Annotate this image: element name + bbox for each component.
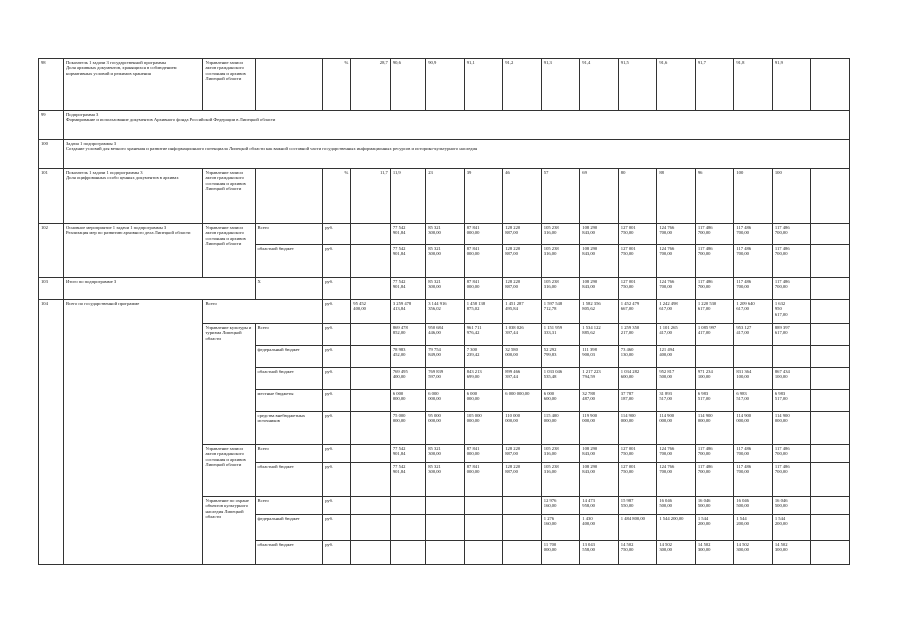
- table-row: [39, 140, 850, 169]
- value-cell: 57: [541, 169, 580, 224]
- value-cell: 117 486 700,00: [695, 463, 734, 497]
- value-cell: 117 486 700,00: [695, 278, 734, 300]
- value-cell: 13 043 558,00: [580, 541, 619, 565]
- value-cell: 90,6: [390, 59, 425, 111]
- value-cell: 28,7: [351, 59, 391, 111]
- value-cell: 117 486 700,00: [695, 224, 734, 245]
- row-number: 101: [39, 169, 64, 224]
- value-cell: [390, 497, 425, 515]
- table-row: [39, 300, 850, 324]
- unit: руб.: [323, 324, 351, 346]
- indicator-name: Показатель 1 задачи 3 государственной программы Доля архивных документов, хранящихся в соблюдением нормативных условий и режимов хранения: [63, 59, 203, 111]
- value-cell: 114 900 000,00: [772, 412, 811, 445]
- value-cell: 80: [618, 169, 657, 224]
- executor: Управление по охране объектов культурного наследия Липецкой области: [203, 497, 255, 565]
- value-cell: 77 542 901,84: [390, 463, 425, 497]
- value-cell: 127 001 750,00: [618, 224, 657, 245]
- value-cell: [426, 541, 465, 565]
- value-cell: 77 542 901,84: [390, 245, 425, 278]
- value-cell: 32 788 487,00: [580, 390, 619, 412]
- value-cell: [390, 541, 425, 565]
- value-cell: 127 001 750,00: [618, 278, 657, 300]
- value-cell: 119 900 000,00: [580, 412, 619, 445]
- value-cell: 87 841 000,00: [464, 245, 503, 278]
- value-cell: 127 001 750,00: [618, 245, 657, 278]
- value-cell: 108 290 843,00: [580, 224, 619, 245]
- value-cell: 117 486 700,00: [695, 445, 734, 463]
- value-cell: 16 046 500,00: [657, 497, 696, 515]
- value-cell: 114 900 000,00: [657, 412, 696, 445]
- value-cell: 37 787 187,00: [618, 390, 657, 412]
- funding-source: Всего: [255, 324, 323, 346]
- value-cell: 91,2: [503, 59, 542, 111]
- value-cell: 117 486 700,00: [734, 278, 773, 300]
- value-cell: 16 046 500,00: [772, 497, 811, 515]
- value-cell: 23: [426, 169, 465, 224]
- unit: руб.: [323, 412, 351, 445]
- value-cell: 1 430 400,00: [580, 515, 619, 541]
- value-cell: 1 597 548 712,78: [541, 300, 580, 324]
- value-cell: 1 038 026 397,44: [503, 324, 542, 346]
- value-cell: 100: [772, 169, 811, 224]
- value-cell: 91,5: [618, 59, 657, 111]
- value-cell: 77 542 901,84: [390, 278, 425, 300]
- value-cell: 91,4: [580, 59, 619, 111]
- value-cell: 1 544 200,00: [695, 515, 734, 541]
- value-cell: 1 458 138 875,02: [464, 300, 503, 324]
- executor: Управление записи актов гражданского состояния и архивов Липецкой области: [203, 445, 255, 497]
- value-cell: 91,8: [734, 59, 773, 111]
- value-cell: 11,9: [390, 169, 425, 224]
- value-cell: 77 542 901,84: [390, 224, 425, 245]
- value-cell: 1 209 640 617,00: [734, 300, 773, 324]
- unit: руб.: [323, 445, 351, 463]
- value-cell: 85 321 300,00: [426, 224, 465, 245]
- value-cell: [695, 346, 734, 368]
- value-cell: 105 238 316,00: [541, 463, 580, 497]
- value-cell: 899 466 397,44: [503, 368, 542, 390]
- value-cell: 100: [734, 169, 773, 224]
- value-cell: 75 000 000,00: [390, 412, 425, 445]
- value-cell: 1 544 200,00: [657, 515, 696, 541]
- value-cell: 6 000 600,00: [541, 390, 580, 412]
- value-cell: 87 841 000,00: [464, 278, 503, 300]
- value-cell: 90,9: [426, 59, 465, 111]
- value-cell: 117 486 700,00: [772, 463, 811, 497]
- unit: руб.: [323, 463, 351, 497]
- value-cell: 1 632 950 617,00: [772, 300, 811, 324]
- table-row: [39, 111, 850, 140]
- total-label: Итого по подпрограмме 3: [63, 278, 255, 300]
- unit: руб.: [323, 245, 351, 278]
- value-cell: 39: [464, 169, 503, 224]
- value-cell: 32 580 000,00: [503, 346, 542, 368]
- value-cell: 1 259 350 217,00: [618, 324, 657, 346]
- value-cell: 91,3: [541, 59, 580, 111]
- row-number: 100: [39, 140, 64, 169]
- value-cell: 6 000 000,00: [390, 390, 425, 412]
- value-cell: 15 987 550,00: [618, 497, 657, 515]
- funding-source: областной бюджет: [255, 463, 323, 497]
- value-cell: 87 841 000,00: [464, 224, 503, 245]
- value-cell: 96: [695, 169, 734, 224]
- value-cell: 769 495 400,00: [390, 368, 425, 390]
- value-cell: 128 220 887,00: [503, 245, 542, 278]
- value-cell: 87 841 000,00: [464, 445, 503, 463]
- value-cell: 69: [580, 169, 619, 224]
- value-cell: 73 460 130,00: [618, 346, 657, 368]
- table-row: [39, 169, 850, 224]
- funding-source: областной бюджет: [255, 368, 323, 390]
- executor: Управление культуры и туризма Липецкой области: [203, 324, 255, 445]
- value-cell: 961 711 976,42: [464, 324, 503, 346]
- value-cell: 85 321 300,00: [426, 445, 465, 463]
- value-cell: 128 220 887,00: [503, 224, 542, 245]
- value-cell: 110 000 000,00: [503, 412, 542, 445]
- value-cell: 117 486 700,00: [772, 445, 811, 463]
- funding-source: федеральный бюджет: [255, 346, 323, 368]
- total-label: Всего по государственной программе: [63, 300, 203, 565]
- row-number: 104: [39, 300, 64, 565]
- program-table: [38, 58, 850, 565]
- executor: Управление записи актов гражданского состояния и архивов Липецкой области: [203, 169, 255, 224]
- unit: руб.: [323, 390, 351, 412]
- row-number: 99: [39, 111, 64, 140]
- value-cell: 971 234 100,00: [695, 368, 734, 390]
- value-cell: 88: [657, 169, 696, 224]
- funding-source: местные бюджеты: [255, 390, 323, 412]
- value-cell: 117 486 700,00: [734, 245, 773, 278]
- value-cell: 7 300 239,42: [464, 346, 503, 368]
- value-cell: [503, 541, 542, 565]
- funding-source: Всего: [203, 300, 323, 324]
- value-cell: 14 473 958,00: [580, 497, 619, 515]
- value-cell: 1 544 200,00: [772, 515, 811, 541]
- value-cell: 124 766 700,00: [657, 463, 696, 497]
- value-cell: 117 486 700,00: [772, 278, 811, 300]
- value-cell: 6 000 000,00: [426, 390, 465, 412]
- value-cell: 1 452 479 667,00: [618, 300, 657, 324]
- value-cell: 46: [503, 169, 542, 224]
- unit: руб.: [323, 278, 351, 300]
- value-cell: 1 534 122 885,62: [580, 324, 619, 346]
- value-cell: [426, 497, 465, 515]
- value-cell: 1 217 223 794,59: [580, 368, 619, 390]
- value-cell: 91,6: [657, 59, 696, 111]
- value-cell: [503, 515, 542, 541]
- value-cell: 124 766 700,00: [657, 278, 696, 300]
- value-cell: 108 290 843,00: [580, 463, 619, 497]
- value-cell: 869 478 852,00: [390, 324, 425, 346]
- unit: руб.: [323, 224, 351, 245]
- value-cell: 11,7: [351, 169, 391, 224]
- value-cell: 1 544 200,00: [734, 515, 773, 541]
- value-cell: 14 502 300,00: [772, 541, 811, 565]
- value-cell: 16 046 500,00: [695, 497, 734, 515]
- value-cell: 1 220 530 617,00: [695, 300, 734, 324]
- row-number: 102: [39, 224, 64, 278]
- funding-source: Х: [255, 278, 323, 300]
- value-cell: 843 213 699,00: [464, 368, 503, 390]
- value-cell: 85 321 300,00: [426, 278, 465, 300]
- value-cell: 114 900 000,00: [618, 412, 657, 445]
- unit: руб.: [323, 541, 351, 565]
- value-cell: 1 242 498 617,00: [657, 300, 696, 324]
- value-cell: 78 983 452,00: [390, 346, 425, 368]
- value-cell: 3 144 916 356,02: [426, 300, 465, 324]
- value-cell: 950 684 446,00: [426, 324, 465, 346]
- unit: руб.: [323, 346, 351, 368]
- value-cell: 1 151 959 333,31: [541, 324, 580, 346]
- value-cell: 14 502 300,00: [695, 541, 734, 565]
- value-cell: 831 364 100,00: [734, 368, 773, 390]
- value-cell: 117 486 700,00: [734, 224, 773, 245]
- row-number: 98: [39, 59, 64, 111]
- value-cell: 952 817 500,00: [657, 368, 696, 390]
- value-cell: 6 983 517,00: [695, 390, 734, 412]
- value-cell: 769 839 597,00: [426, 368, 465, 390]
- executor: Управление записи актов гражданского состояния и архивов Липецкой области: [203, 224, 255, 278]
- value-cell: 117 486 700,00: [695, 245, 734, 278]
- value-cell: [464, 541, 503, 565]
- funding-source: областной бюджет: [255, 541, 323, 565]
- value-cell: 115 400 000,00: [541, 412, 580, 445]
- value-cell: [426, 515, 465, 541]
- value-cell: 1 034 282 600,00: [618, 368, 657, 390]
- value-cell: [464, 497, 503, 515]
- funding-source: Всего: [255, 445, 323, 463]
- value-cell: 52 292 799,83: [541, 346, 580, 368]
- value-cell: [464, 515, 503, 541]
- unit: %: [323, 59, 351, 111]
- value-cell: 105 238 316,00: [541, 224, 580, 245]
- value-cell: 6 000 000,00: [503, 390, 542, 412]
- value-cell: 108 290 843,00: [580, 278, 619, 300]
- table-row: [39, 59, 850, 111]
- value-cell: 12 976 160,00: [541, 497, 580, 515]
- value-cell: 95 452 400,00: [351, 300, 391, 324]
- value-cell: 114 900 000,00: [734, 412, 773, 445]
- value-cell: 1 101 265 417,00: [657, 324, 696, 346]
- value-cell: 117 486 700,00: [734, 445, 773, 463]
- value-cell: [734, 346, 773, 368]
- value-cell: 114 900 000,00: [695, 412, 734, 445]
- value-cell: 121 494 400,00: [657, 346, 696, 368]
- value-cell: 124 766 700,00: [657, 445, 696, 463]
- value-cell: 14 502 300,00: [657, 541, 696, 565]
- value-cell: 1 276 160,00: [541, 515, 580, 541]
- funding-source: Всего: [255, 224, 323, 245]
- funding-source: областной бюджет: [255, 245, 323, 278]
- value-cell: 1 085 997 417,00: [695, 324, 734, 346]
- row-number: 103: [39, 278, 64, 300]
- table-row: [39, 278, 850, 300]
- subprogram-title: Подпрограмма 3 Формирование и использование документов Архивного фонда Российской Федерации в Липецкой области: [63, 111, 849, 140]
- value-cell: 127 001 750,00: [618, 445, 657, 463]
- value-cell: 11 700 000,00: [541, 541, 580, 565]
- value-cell: 111 398 900,03: [580, 346, 619, 368]
- unit: руб.: [323, 515, 351, 541]
- task-title: Задача 1 подпрограммы 3 Создание условий для вечного хранения и развитие информационного потенциала Липецкой области как важной составной части государственных информационных ресурсов и историко-культурного наследия: [63, 140, 849, 169]
- value-cell: 953 127 417,00: [734, 324, 773, 346]
- value-cell: 889 397 617,00: [772, 324, 811, 346]
- value-cell: 108 290 843,00: [580, 245, 619, 278]
- value-cell: 91,7: [695, 59, 734, 111]
- value-cell: 867 434 100,00: [772, 368, 811, 390]
- funding-source: Всего: [255, 497, 323, 515]
- value-cell: 128 220 887,00: [503, 463, 542, 497]
- value-cell: [772, 346, 811, 368]
- value-cell: 3 259 478 413,84: [390, 300, 425, 324]
- unit: руб.: [323, 497, 351, 515]
- value-cell: 117 486 700,00: [734, 463, 773, 497]
- value-cell: 1 582 356 805,62: [580, 300, 619, 324]
- value-cell: 91,9: [772, 59, 811, 111]
- value-cell: 124 766 700,00: [657, 224, 696, 245]
- value-cell: 91,1: [464, 59, 503, 111]
- value-cell: [503, 497, 542, 515]
- indicator-name: Показатель 1 задачи 1 подпрограммы 3 Доля оцифрованных особо ценных документов в архивах: [63, 169, 203, 224]
- activity-name: Основное мероприятие 1 задачи 1 подпрограммы 3 Реализация мер по развитию архивного дела Липецкой области: [63, 224, 203, 278]
- value-cell: 128 220 887,00: [503, 445, 542, 463]
- value-cell: 108 290 843,00: [580, 445, 619, 463]
- value-cell: 79 754 849,00: [426, 346, 465, 368]
- value-cell: 1 451 287 495,84: [503, 300, 542, 324]
- value-cell: 117 486 700,00: [772, 245, 811, 278]
- value-cell: 105 238 316,00: [541, 445, 580, 463]
- value-cell: 77 542 901,84: [390, 445, 425, 463]
- executor: Управление записи актов гражданского состояния и архивов Липецкой области: [203, 59, 255, 111]
- value-cell: 16 046 500,00: [734, 497, 773, 515]
- value-cell: 1 033 046 535,48: [541, 368, 580, 390]
- value-cell: 105 238 316,00: [541, 245, 580, 278]
- unit: руб.: [323, 368, 351, 390]
- value-cell: 105 000 000,00: [464, 412, 503, 445]
- unit: руб.: [323, 300, 351, 324]
- value-cell: 6 983 517,00: [734, 390, 773, 412]
- value-cell: 14 502 750,00: [618, 541, 657, 565]
- unit: %: [323, 169, 351, 224]
- value-cell: [390, 515, 425, 541]
- value-cell: 85 321 300,00: [426, 463, 465, 497]
- value-cell: 128 220 887,00: [503, 278, 542, 300]
- value-cell: 127 001 750,00: [618, 463, 657, 497]
- value-cell: 124 766 700,00: [657, 245, 696, 278]
- value-cell: 105 238 316,00: [541, 278, 580, 300]
- value-cell: 95 000 000,00: [426, 412, 465, 445]
- table-row: [39, 224, 850, 245]
- funding-source: федеральный бюджет: [255, 515, 323, 541]
- value-cell: 87 841 000,00: [464, 463, 503, 497]
- value-cell: 1 484 800,00: [618, 515, 657, 541]
- funding-source: средства внебюджетных источников: [255, 412, 323, 445]
- value-cell: 6 000 000,00: [464, 390, 503, 412]
- value-cell: 117 486 700,00: [772, 224, 811, 245]
- value-cell: 6 983 517,00: [772, 390, 811, 412]
- value-cell: 14 502 300,00: [734, 541, 773, 565]
- value-cell: 31 893 517,00: [657, 390, 696, 412]
- value-cell: 85 321 300,00: [426, 245, 465, 278]
